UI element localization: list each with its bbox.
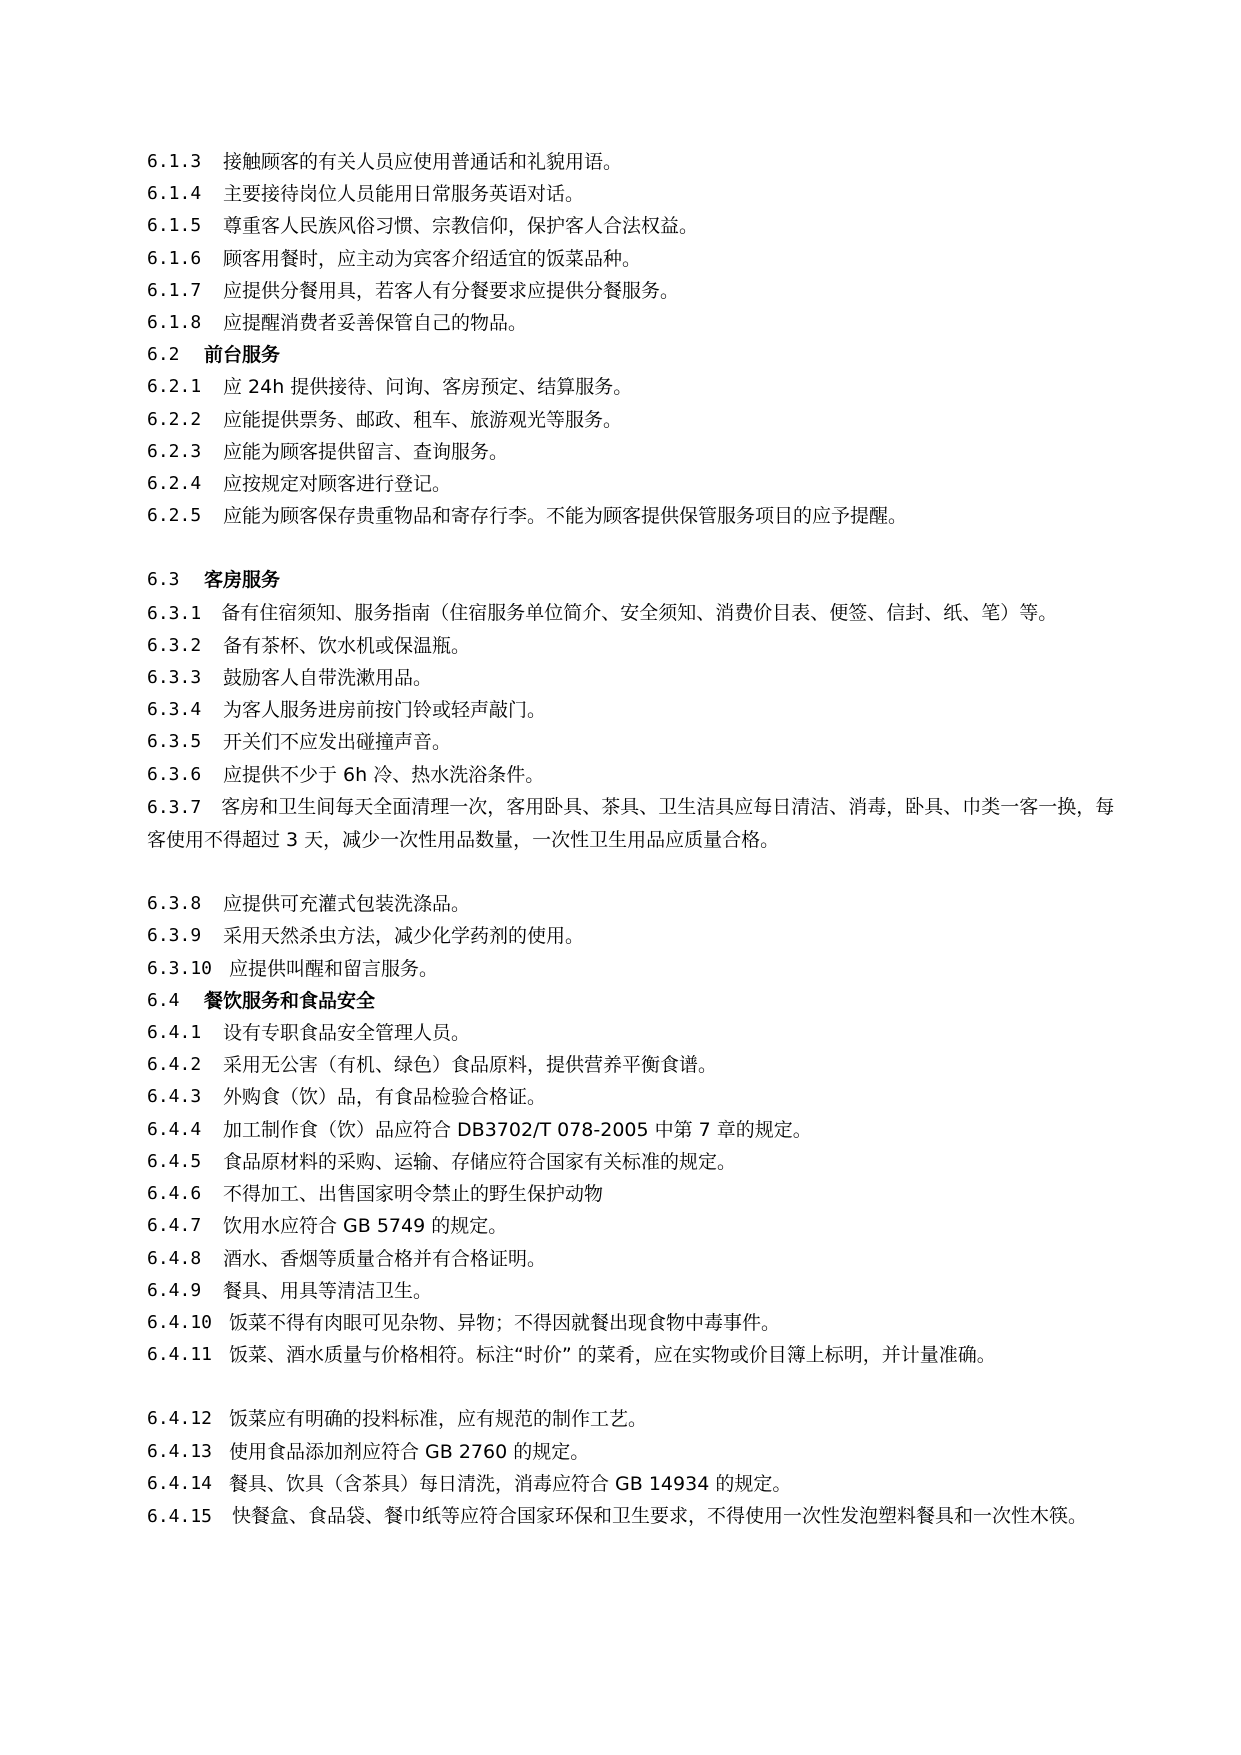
clause-text: 鼓励客人自带洗漱用品。	[223, 667, 433, 690]
clause-6-3-1	[147, 597, 1127, 630]
clause-text: 应按规定对顾客进行登记。	[223, 473, 452, 496]
section-number: 6.3	[147, 569, 180, 591]
clause-number: 6.4.13	[147, 1440, 213, 1462]
clause-number: 6.4.5	[147, 1150, 202, 1172]
clause-number: 6.4.15	[147, 1505, 213, 1527]
clause-6-4-1	[147, 1017, 1127, 1049]
clause-text: 应能为顾客保存贵重物品和寄存行李。不能为顾客提供保管服务项目的应予提醒。	[223, 505, 908, 528]
clause-text: 顾客用餐时，应主动为宾客介绍适宜的饭菜品种。	[223, 247, 642, 270]
clause-text: 应提醒消费者妥善保管自己的物品。	[223, 312, 528, 335]
clause-text: 加工制作食（饮）品应符合 DB3702/T 078-2005 中第 7 章的规定。	[223, 1118, 812, 1141]
clause-number: 6.4.2	[147, 1054, 202, 1076]
clause-6-3-9	[147, 920, 1127, 952]
clause-number: 6.2.1	[147, 376, 202, 398]
clause-number: 6.4.6	[147, 1183, 202, 1205]
clause-number: 6.2.2	[147, 408, 202, 430]
clause-number: 6.1.3	[147, 151, 202, 172]
clause-number: 6.3.1	[147, 602, 202, 624]
clause-number: 6.4.9	[147, 1279, 202, 1301]
clause-6-4-8	[147, 1243, 1127, 1275]
clause-text: 备有住宿须知、服务指南（住宿服务单位简介、安全须知、消费价目表、便签、信封、纸、笔）等。	[221, 601, 1058, 624]
clause-text: 餐具、饮具（含茶具）每日清洗，消毒应符合 GB 14934 的规定。	[229, 1472, 792, 1495]
clause-text: 不得加工、出售国家明令禁止的野生保护动物	[223, 1183, 604, 1206]
clause-6-4-7	[147, 1210, 1127, 1242]
clause-6-2-5	[147, 500, 1127, 532]
clause-6-4-10	[147, 1307, 1127, 1339]
clause-text: 酒水、香烟等质量合格并有合格证明。	[223, 1247, 547, 1270]
clause-6-2-2	[147, 404, 1127, 436]
clause-6-2-3	[147, 436, 1127, 468]
clause-number: 6.4.14	[147, 1472, 213, 1494]
clause-text: 设有专职食品安全管理人员。	[223, 1022, 471, 1045]
clause-text: 开关们不应发出碰撞声音。	[223, 731, 452, 754]
clause-text: 饭菜不得有肉眼可见杂物、异物；不得因就餐出现食物中毒事件。	[229, 1311, 781, 1334]
spacer	[147, 532, 1127, 564]
section-number: 6.4	[147, 989, 180, 1011]
clause-text: 应提供不少于 6h 冷、热水洗浴条件。	[223, 763, 545, 786]
clause-6-4-3	[147, 1081, 1127, 1113]
document-body	[147, 146, 1127, 1533]
clause-number: 6.3.3	[147, 667, 202, 689]
clause-text: 采用无公害（有机、绿色）食品原料，提供营养平衡食谱。	[223, 1054, 718, 1077]
clause-number: 6.4.7	[147, 1215, 202, 1237]
clause-6-4-11	[147, 1339, 1127, 1371]
clause-text: 应提供叫醒和留言服务。	[229, 957, 439, 980]
clause-number: 6.4.4	[147, 1118, 202, 1140]
clause-6-3-3	[147, 662, 1127, 694]
clause-6-4-9	[147, 1275, 1127, 1307]
clause-number: 6.4.10	[147, 1311, 213, 1333]
clause-6-4-6	[147, 1178, 1127, 1210]
clause-6-4-14	[147, 1468, 1127, 1500]
clause-text: 应能提供票务、邮政、租车、旅游观光等服务。	[223, 408, 623, 431]
clause-text: 使用食品添加剂应符合 GB 2760 的规定。	[229, 1440, 590, 1463]
clause-text: 饭菜、酒水质量与价格相符。标注“时价” 的菜肴，应在实物或价目簿上标明，并计量准确。	[229, 1344, 996, 1367]
clause-text: 饮用水应符合 GB 5749 的规定。	[223, 1215, 508, 1238]
clause-6-2-4	[147, 468, 1127, 500]
clause-text: 食品原材料的采购、运输、存储应符合国家有关标准的规定。	[223, 1150, 737, 1173]
clause-6-1-3	[147, 146, 1127, 178]
section-heading-6-4	[147, 985, 1127, 1017]
section-title: 前台服务	[204, 344, 281, 367]
clause-text: 快餐盒、食品袋、餐巾纸等应符合国家环保和卫生要求，不得使用一次性发泡塑料餐具和一次性木筷。	[232, 1504, 1088, 1527]
clause-text: 备有茶杯、饮水机或保温瓶。	[223, 634, 471, 657]
clause-6-1-7	[147, 275, 1127, 307]
clause-text: 应能为顾客提供留言、查询服务。	[223, 440, 509, 463]
clause-number: 6.3.2	[147, 634, 202, 656]
section-number: 6.2	[147, 344, 180, 366]
clause-number: 6.2.4	[147, 473, 202, 495]
clause-6-3-10	[147, 953, 1127, 985]
clause-number: 6.3.5	[147, 731, 202, 753]
clause-text: 应提供可充灌式包装洗涤品。	[223, 893, 471, 916]
clause-6-1-6	[147, 243, 1127, 275]
clause-6-4-5	[147, 1146, 1127, 1178]
section-title: 客房服务	[204, 569, 281, 592]
clause-6-3-8	[147, 888, 1127, 920]
clause-number: 6.4.12	[147, 1408, 213, 1430]
clause-number: 6.3.10	[147, 957, 213, 979]
clause-6-4-4	[147, 1114, 1127, 1146]
clause-number: 6.1.4	[147, 183, 202, 205]
clause-number: 6.2.3	[147, 440, 202, 462]
clause-6-4-2	[147, 1049, 1127, 1081]
clause-text: 外购食（饮）品，有食品检验合格证。	[223, 1086, 547, 1109]
clause-6-3-2	[147, 630, 1127, 662]
clause-6-1-8	[147, 307, 1127, 339]
clause-number: 6.3.4	[147, 699, 202, 721]
clause-number: 6.1.7	[147, 279, 202, 301]
clause-number: 6.3.7	[147, 796, 202, 818]
clause-text: 采用天然杀虫方法，减少化学药剂的使用。	[223, 925, 585, 948]
clause-number: 6.4.8	[147, 1247, 202, 1269]
clause-text: 接触顾客的有关人员应使用普通话和礼貌用语。	[223, 151, 623, 173]
spacer	[147, 1371, 1127, 1403]
clause-number: 6.3.9	[147, 925, 202, 947]
clause-6-3-7	[147, 791, 1127, 856]
section-heading-6-2	[147, 339, 1127, 371]
clause-6-3-5	[147, 726, 1127, 758]
clause-text: 饭菜应有明确的投料标准，应有规范的制作工艺。	[229, 1408, 648, 1431]
clause-6-3-6	[147, 759, 1127, 791]
section-heading-6-3	[147, 564, 1127, 596]
clause-text: 尊重客人民族风俗习惯、宗教信仰，保护客人合法权益。	[223, 215, 699, 238]
clause-6-1-5	[147, 210, 1127, 242]
clause-text: 餐具、用具等清洁卫生。	[223, 1279, 433, 1302]
clause-number: 6.2.5	[147, 505, 202, 527]
clause-number: 6.4.3	[147, 1086, 202, 1108]
spacer	[147, 856, 1127, 888]
clause-6-3-4	[147, 694, 1127, 726]
clause-number: 6.4.11	[147, 1344, 213, 1366]
clause-6-4-13	[147, 1436, 1127, 1468]
clause-text: 客房和卫生间每天全面清理一次，客用卧具、茶具、卫生洁具应每日清洁、消毒，卧具、巾类一客一换，每客使用不得超过 3 天，减少一次性用品数量，一次性卫生用品应质量合格。	[147, 795, 1115, 852]
clause-6-4-15	[147, 1500, 1127, 1533]
clause-number: 6.1.6	[147, 247, 202, 269]
clause-number: 6.1.5	[147, 215, 202, 237]
clause-number: 6.3.6	[147, 763, 202, 785]
clause-6-4-12	[147, 1403, 1127, 1435]
clause-text: 为客人服务进房前按门铃或轻声敲门。	[223, 699, 547, 722]
clause-6-1-4	[147, 178, 1127, 210]
clause-number: 6.3.8	[147, 893, 202, 915]
clause-text: 主要接待岗位人员能用日常服务英语对话。	[223, 183, 585, 206]
clause-text: 应 24h 提供接待、问询、客房预定、结算服务。	[223, 376, 633, 399]
clause-number: 6.4.1	[147, 1022, 202, 1044]
section-title: 餐饮服务和食品安全	[204, 989, 376, 1012]
clause-number: 6.1.8	[147, 312, 202, 334]
clause-text: 应提供分餐用具，若客人有分餐要求应提供分餐服务。	[223, 279, 680, 302]
clause-6-2-1	[147, 371, 1127, 403]
